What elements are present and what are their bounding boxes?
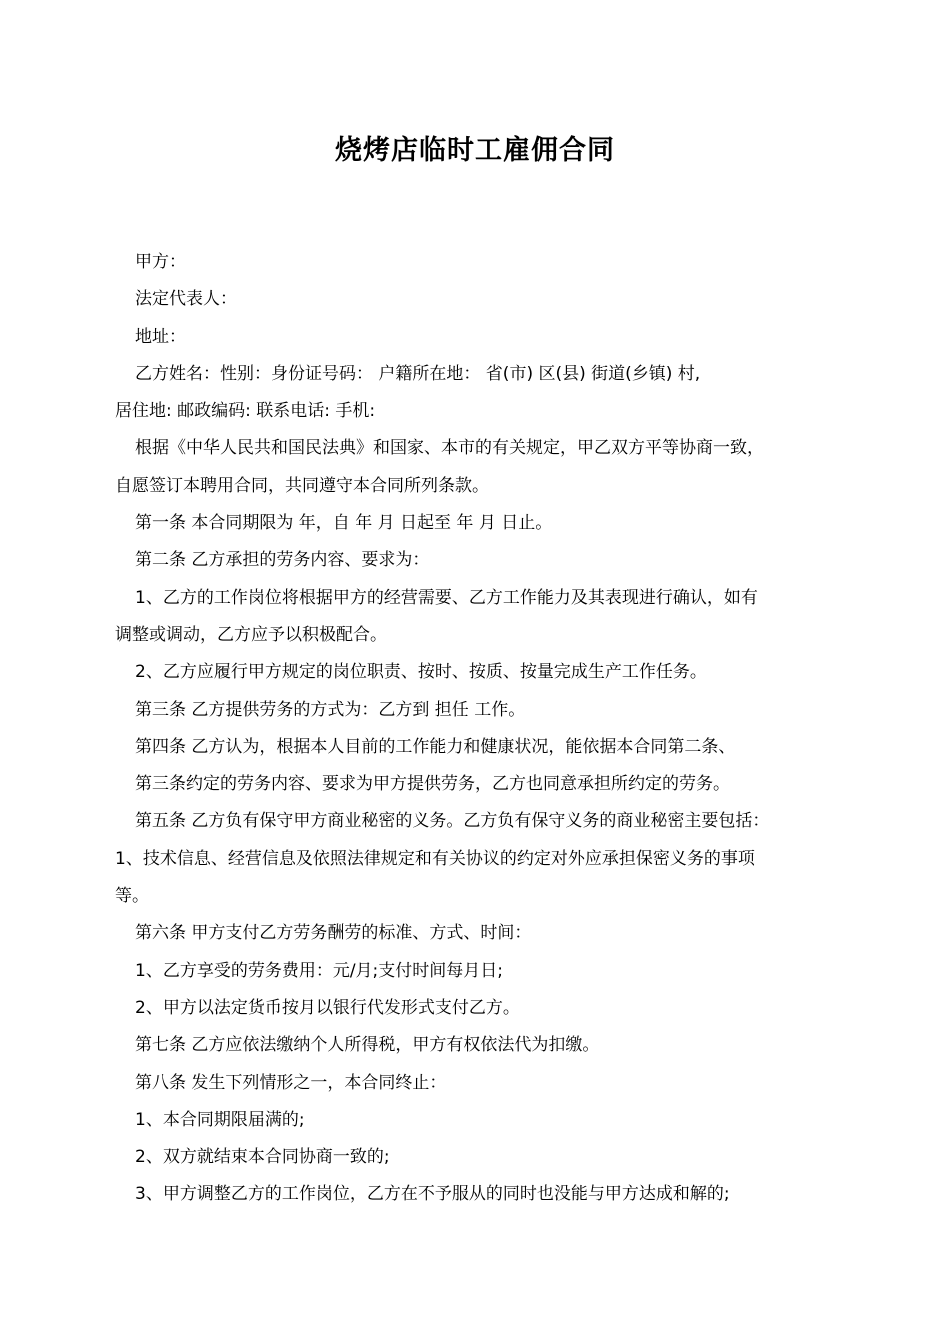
contract-line: 1、本合同期限届满的;	[135, 1109, 305, 1130]
contract-line: 3、甲方调整乙方的工作岗位，乙方在不予服从的同时也没能与甲方达成和解的;	[135, 1184, 730, 1205]
contract-line: 第四条 乙方认为，根据本人目前的工作能力和健康状况，能依据本合同第二条、	[135, 736, 736, 757]
contract-line: 居住地: 邮政编码: 联系电话: 手机:	[115, 401, 376, 422]
contract-line: 第三条 乙方提供劳务的方式为：乙方到 担任 工作。	[135, 699, 526, 720]
contract-line: 1、乙方的工作岗位将根据甲方的经营需要、乙方工作能力及其表现进行确认，如有	[135, 587, 758, 608]
contract-line: 2、乙方应履行甲方规定的岗位职责、按时、按质、按量完成生产工作任务。	[135, 662, 707, 683]
contract-line: 调整或调动，乙方应予以积极配合。	[115, 624, 387, 645]
contract-line: 第五条 乙方负有保守甲方商业秘密的义务。乙方负有保守义务的商业秘密主要包括：	[135, 811, 770, 832]
contract-line: 1、技术信息、经营信息及依照法律规定和有关协议的约定对外应承担保密义务的事项	[115, 848, 755, 869]
contract-body	[115, 244, 855, 1214]
contract-line: 乙方姓名：性别：身份证号码： 户籍所在地： 省(市) 区(县) 街道(乡镇) 村,	[135, 363, 701, 384]
contract-line: 第六条 甲方支付乙方劳务酬劳的标准、方式、时间：	[135, 923, 532, 944]
contract-line: 等。	[115, 886, 149, 907]
document-title: 烧烤店临时工雇佣合同	[335, 135, 615, 166]
contract-line: 第二条 乙方承担的劳务内容、要求为：	[135, 550, 430, 571]
contract-line: 1、乙方享受的劳务费用：元/月;支付时间每月日;	[135, 960, 503, 981]
contract-line: 地址：	[135, 326, 186, 347]
contract-line: 自愿签订本聘用合同，共同遵守本合同所列条款。	[115, 475, 489, 496]
contract-line: 法定代表人：	[135, 289, 237, 310]
contract-line: 第一条 本合同期限为 年，自 年 月 日起至 年 月 日止。	[135, 513, 553, 534]
contract-line: 第八条 发生下列情形之一，本合同终止：	[135, 1072, 447, 1093]
contract-line: 2、甲方以法定货币按月以银行代发形式支付乙方。	[135, 997, 520, 1018]
contract-line: 2、双方就结束本合同协商一致的;	[135, 1147, 390, 1168]
contract-line: 第七条 乙方应依法缴纳个人所得税，甲方有权依法代为扣缴。	[135, 1035, 600, 1056]
contract-line: 根据《中华人民共和国民法典》和国家、本市的有关规定，甲乙双方平等协商一致，	[135, 438, 764, 459]
contract-line: 甲方：	[135, 252, 186, 272]
contract-line: 第三条约定的劳务内容、要求为甲方提供劳务，乙方也同意承担所约定的劳务。	[135, 774, 730, 795]
